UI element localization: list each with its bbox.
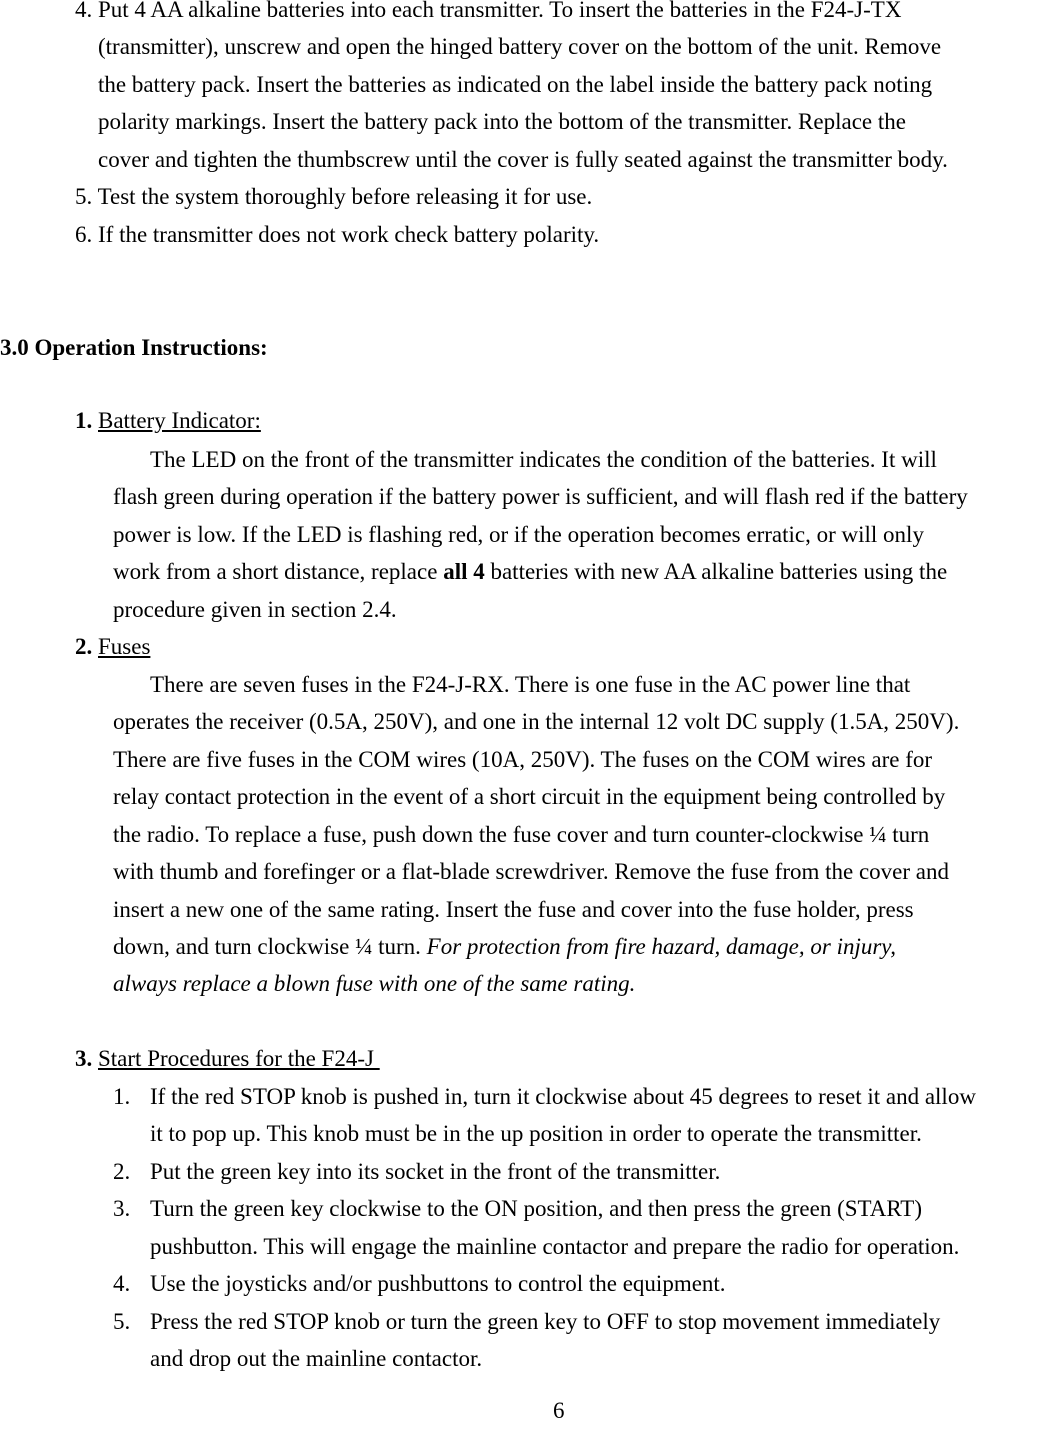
- item-start-procedures-heading: [75, 1040, 380, 1078]
- step-5-line-2: and drop out the mainline contactor.: [150, 1346, 483, 1371]
- text-run: down, and turn clockwise ¼ turn.: [113, 934, 427, 959]
- step-2-line-1: Put the green key into its socket in the front of the transmitter.: [150, 1159, 721, 1184]
- step-number: 3.: [113, 1196, 131, 1221]
- text-run: work from a short distance, replace: [113, 559, 444, 584]
- item-fuses-heading: [75, 628, 150, 666]
- step-3-line-2: pushbutton. This will engage the mainline contactor and prepare the radio for operation.: [150, 1234, 960, 1259]
- install-step-6: 6. If the transmitter does not work check battery polarity.: [75, 222, 600, 247]
- fuses-para-line-8: [113, 928, 896, 966]
- fuses-para-line-1: There are seven fuses in the F24-J-RX. There is one fuse in the AC power line that: [150, 672, 911, 697]
- battery-para-line-2: flash green during operation if the battery power is sufficient, and will flash red if the battery: [113, 484, 968, 509]
- item-title: Fuses: [98, 634, 151, 659]
- step-number: 4.: [113, 1271, 131, 1296]
- item-number: 2.: [75, 634, 93, 659]
- install-step-4-line-2: (transmitter), unscrew and open the hinged battery cover on the bottom of the unit. Remove: [98, 34, 942, 59]
- install-step-5: 5. Test the system thoroughly before releasing it for use.: [75, 184, 593, 209]
- step-1-line-2: it to pop up. This knob must be in the up position in order to operate the transmitter.: [150, 1121, 922, 1146]
- item-number: 1.: [75, 408, 93, 433]
- battery-para-line-4: [113, 553, 947, 591]
- item-battery-indicator-heading: [75, 402, 261, 440]
- italic-warning: For protection from fire hazard, damage, or injury,: [426, 934, 896, 959]
- install-step-4-line-5: cover and tighten the thumbscrew until the cover is fully seated against the transmitter body.: [98, 147, 948, 172]
- text-run: batteries with new AA alkaline batteries using the: [484, 559, 948, 584]
- item-number: 3.: [75, 1046, 93, 1071]
- fuses-para-line-7: insert a new one of the same rating. Insert the fuse and cover into the fuse holder, press: [113, 897, 914, 922]
- fuses-para-line-2: operates the receiver (0.5A, 250V), and one in the internal 12 volt DC supply (1.5A, 250V).: [113, 709, 960, 734]
- step-number: 1.: [113, 1084, 131, 1109]
- fuses-para-line-6: with thumb and forefinger or a flat-blade screwdriver. Remove the fuse from the cover and: [113, 859, 949, 884]
- bold-emphasis: all 4: [443, 559, 485, 584]
- fuses-para-line-9: always replace a blown fuse with one of the same rating.: [113, 971, 636, 996]
- step-5-line-1: Press the red STOP knob or turn the green key to OFF to stop movement immediately: [150, 1309, 941, 1334]
- step-3-line-1: Turn the green key clockwise to the ON position, and then press the green (START): [150, 1196, 923, 1221]
- item-title: Start Procedures for the F24-J: [98, 1046, 380, 1071]
- step-number: 2.: [113, 1159, 131, 1184]
- install-step-4-line-1: 4. Put 4 AA alkaline batteries into each transmitter. To insert the batteries in the F24-J-TX: [75, 0, 902, 22]
- section-heading: 3.0 Operation Instructions:: [0, 335, 268, 360]
- install-step-4-line-3: the battery pack. Insert the batteries as indicated on the label inside the battery pack noting: [98, 72, 933, 97]
- step-number: 5.: [113, 1309, 131, 1334]
- fuses-para-line-4: relay contact protection in the event of a short circuit in the equipment being controlled by: [113, 784, 946, 809]
- page-number: 6: [553, 1398, 565, 1423]
- fuses-para-line-5: the radio. To replace a fuse, push down the fuse cover and turn counter-clockwise ¼ turn: [113, 822, 930, 847]
- battery-para-line-1: The LED on the front of the transmitter indicates the condition of the batteries. It will: [150, 447, 937, 472]
- step-1-line-1: If the red STOP knob is pushed in, turn it clockwise about 45 degrees to reset it and allow: [150, 1084, 976, 1109]
- fuses-para-line-3: There are five fuses in the COM wires (10A, 250V). The fuses on the COM wires are for: [113, 747, 933, 772]
- battery-para-line-3: power is low. If the LED is flashing red, or if the operation becomes erratic, or will only: [113, 522, 924, 547]
- install-step-4-line-4: polarity markings. Insert the battery pack into the bottom of the transmitter. Replace the: [98, 109, 906, 134]
- step-4-line-1: Use the joysticks and/or pushbuttons to control the equipment.: [150, 1271, 726, 1296]
- item-title: Battery Indicator:: [98, 408, 261, 433]
- battery-para-line-5: procedure given in section 2.4.: [113, 597, 397, 622]
